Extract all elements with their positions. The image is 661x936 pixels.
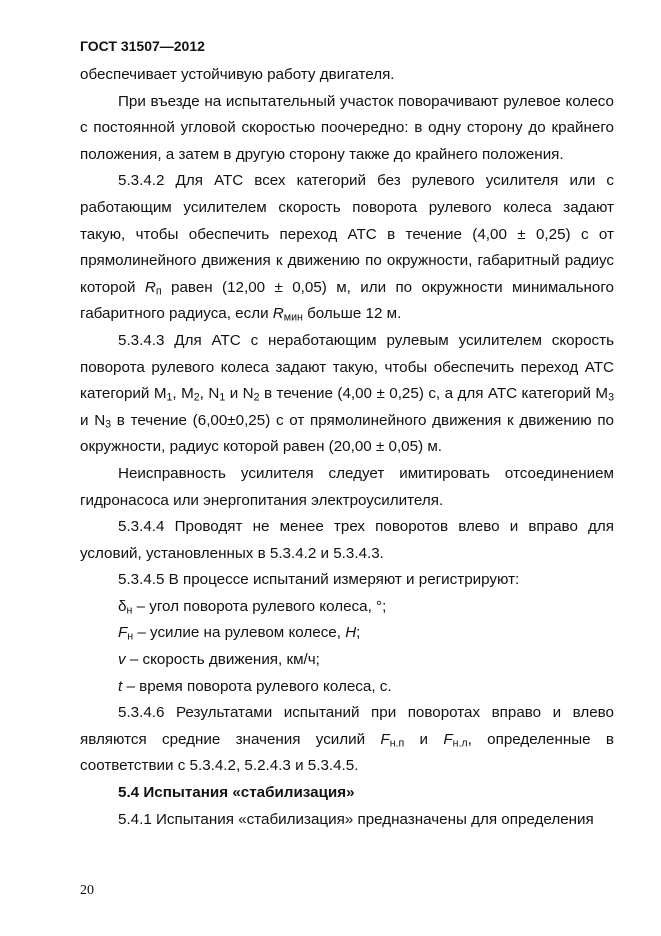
paragraph-5-4-1: 5.4.1 Испытания «стабилизация» предназначены для определения xyxy=(118,810,594,828)
text-segment: равен (12,00 ± 0,05) м, или по окружности минимального габаритного радиуса, если xyxy=(80,278,614,323)
subscript: н.п xyxy=(389,737,405,750)
unit-H: Н xyxy=(345,624,357,642)
paragraph-5-3-4-2 xyxy=(80,168,614,328)
symbol-delta: δ xyxy=(118,597,127,615)
symbol-t: t xyxy=(118,677,123,695)
text-segment: , M xyxy=(172,385,194,403)
subscript: 3 xyxy=(608,391,614,404)
text-segment: 5.3.4.6 Результатами испытаний при поворотах вправо и влево являются средние значения усилий xyxy=(80,704,614,748)
subscript: п xyxy=(155,285,162,298)
symbol-F: F xyxy=(118,624,128,642)
paragraph-steering-procedure: При въезде на испытательный участок поворачивают рулевое колесо с постоянной угловой скоростью поочередно: в одну сторону до крайнего положения, а затем в другую сторону также до крайнего положения. xyxy=(80,92,614,163)
document-header: ГОСТ 31507—2012 xyxy=(80,38,205,54)
symbol-v: v xyxy=(118,651,126,669)
subscript: 2 xyxy=(193,391,200,404)
paragraph-amplifier-fault: Неисправность усилителя следует имитировать отсоединением гидронасоса или энергопитания электроусилителя. xyxy=(80,464,614,509)
section-heading-5-4: 5.4 Испытания «стабилизация» xyxy=(118,784,355,802)
text-segment: 5.3.4.2 Для АТС всех категорий без рулевого усилителя или с работающим усилителем скорость поворота рулевого колеса задают такую, чтобы обеспечить переход АТС в течение (4,00 ± 0,25) с от прямолинейного движения к движению по окружности, габаритный радиус которой xyxy=(80,172,614,296)
symbol-R: R xyxy=(144,278,156,296)
text-segment: и N xyxy=(225,385,254,403)
text-segment: больше 12 м. xyxy=(302,305,402,323)
symbol-F: F xyxy=(443,730,453,748)
text-segment: – скорость движения, км/ч; xyxy=(125,651,320,669)
subscript: н xyxy=(126,604,133,617)
text-segment: и N xyxy=(80,411,106,429)
page-number: 20 xyxy=(80,883,94,898)
text-segment: и xyxy=(404,730,444,748)
text-segment: , определенные в соответствии с 5.3.4.2, 5.2.4.3 и 5.3.4.5. xyxy=(80,730,614,775)
list-item-speed xyxy=(80,647,614,674)
list-item-steering-force xyxy=(80,620,614,647)
paragraph-5-3-4-3 xyxy=(80,328,614,461)
symbol-F: F xyxy=(380,730,390,748)
subscript: 2 xyxy=(253,391,260,404)
text-segment: – время поворота рулевого колеса, с. xyxy=(122,677,392,695)
text-segment: , N xyxy=(199,385,220,403)
symbol-R: R xyxy=(272,305,284,323)
text-segment: – угол поворота рулевого колеса, °; xyxy=(132,597,387,615)
text-segment: 5.3.4.3 Для АТС с неработающим рулевым усилителем скорость поворота рулевого колеса задают такую, чтобы обеспечить переход АТС категорий M xyxy=(80,331,614,403)
subscript: н xyxy=(127,631,134,644)
subscript: мин xyxy=(283,312,303,324)
subscript: н.л xyxy=(452,737,468,750)
text-segment: ; xyxy=(356,624,361,642)
subscript: 1 xyxy=(219,391,226,404)
paragraph-5-3-4-4: 5.3.4.4 Проводят не менее трех поворотов влево и вправо для условий, установленных в 5.3.4.2 и 5.3.4.3. xyxy=(80,518,614,562)
paragraph-5-3-4-6 xyxy=(80,700,614,780)
paragraph-5-3-4-5: 5.3.4.5 В процессе испытаний измеряют и регистрируют: xyxy=(118,571,520,589)
text-segment: в течение (4,00 ± 0,25) с, а для АТС категорий M xyxy=(259,385,609,403)
text-segment: – усилие на рулевом колесе, xyxy=(133,624,346,642)
paragraph-continuation: обеспечивает устойчивую работу двигателя. xyxy=(80,66,395,83)
list-item-time xyxy=(80,674,614,701)
list-item-steering-angle xyxy=(80,594,614,621)
subscript: 1 xyxy=(166,391,173,404)
page-body xyxy=(80,62,614,833)
text-segment: в течение (6,00±0,25) с от прямолинейного движения к движению по окружности, радиус которой равен (20,00 ± 0,05) м. xyxy=(80,411,615,456)
subscript: 3 xyxy=(105,418,112,431)
